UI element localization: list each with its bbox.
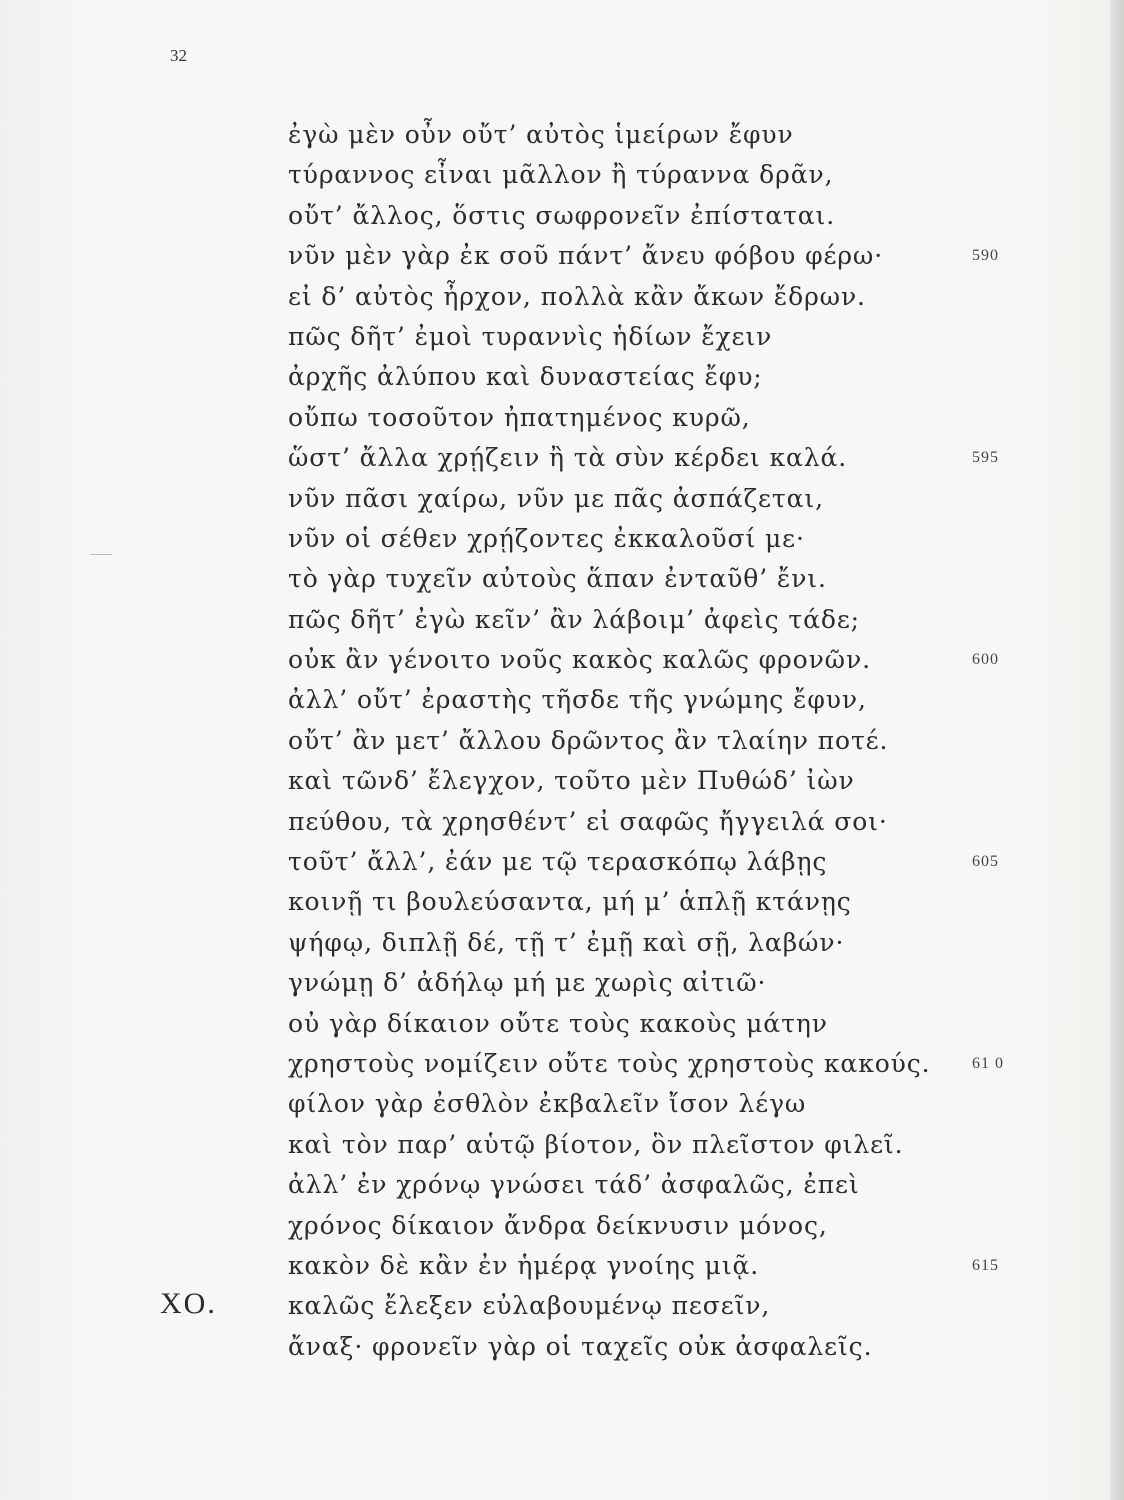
verse-text: οὐ γὰρ δίκαιον οὔτε τοὺς κακοὺς μάτην: [288, 1008, 828, 1038]
verse-text: φίλον γὰρ ἐσθλὸν ἐκβαλεῖν ἴσον λέγω: [288, 1089, 807, 1119]
verse-line: [0, 156, 1124, 196]
verse-line: [0, 722, 1124, 762]
verse-text: ἀλλ’ ἐν χρόνῳ γνώσει τάδ’ ἀσφαλῶς, ἐπεὶ: [288, 1170, 860, 1200]
line-number: 615: [972, 1256, 999, 1274]
verse-line: [0, 1328, 1124, 1368]
verse-text: νῦν πᾶσι χαίρω, νῦν με πᾶς ἀσπάζεται,: [288, 483, 824, 513]
verse-line: [0, 560, 1124, 600]
verse-line: [0, 883, 1124, 923]
verse-line: [0, 803, 1124, 843]
verse-text: ἐγὼ μὲν οὖν οὔτ’ αὐτὸς ἱμείρων ἔφυν: [288, 120, 794, 149]
verse-text: πῶς δῆτ’ ἐμοὶ τυραννὶς ἡδίων ἔχειν: [288, 321, 773, 351]
verse-line: [0, 1045, 1124, 1085]
verse-text: ἄναξ· φρονεῖν γὰρ οἱ ταχεῖς οὐκ ἀσφαλεῖς.: [288, 1331, 873, 1361]
line-number: 590: [972, 247, 999, 265]
verse-text: γνώμῃ δ’ ἀδήλῳ μή με χωρὶς αἰτιῶ·: [288, 968, 767, 998]
verse-text: οὔτ’ ἂν μετ’ ἄλλου δρῶντος ἂν τλαίην ποτέ.: [288, 725, 889, 755]
verse-text: καὶ τὸν παρ’ αὑτῷ βίοτον, ὃν πλεῖστον φιλεῖ.: [288, 1129, 904, 1159]
verse-line: [0, 1005, 1124, 1045]
verse-line: [0, 520, 1124, 560]
verse-text: χρόνος δίκαιον ἄνδρα δείκνυσιν μόνος,: [288, 1210, 828, 1240]
verse-line: [0, 116, 1124, 156]
verse-text: ἀλλ’ οὔτ’ ἐραστὴς τῆσδε τῆς γνώμης ἔφυν,: [288, 685, 867, 715]
verse-text: τύραννος εἶναι μᾶλλον ἢ τύραννα δρᾶν,: [288, 160, 834, 190]
verse-block: [0, 116, 1124, 1368]
verse-text: καὶ τῶνδ’ ἔλεγχον, τοῦτο μὲν Πυθώδ’ ἰὼν: [288, 766, 855, 796]
verse-line: [0, 318, 1124, 358]
verse-text: οὔπω τοσοῦτον ἠπατημένος κυρῶ,: [288, 402, 751, 432]
verse-text: εἰ δ’ αὐτὸς ἦρχον, πολλὰ κἂν ἄκων ἔδρων.: [288, 281, 866, 311]
verse-line: [0, 924, 1124, 964]
verse-text: νῦν οἱ σέθεν χρῄζοντες ἐκκαλοῦσί με·: [288, 523, 805, 553]
verse-line: [0, 964, 1124, 1004]
verse-text: ὥστ’ ἄλλα χρῄζειν ἢ τὰ σὺν κέρδει καλά.: [288, 443, 848, 473]
verse-line: [0, 358, 1124, 398]
verse-line: [0, 1247, 1124, 1287]
page-number: 32: [170, 46, 187, 65]
verse-line: [0, 601, 1124, 641]
verse-line: [0, 1207, 1124, 1247]
verse-text: ψήφῳ, διπλῇ δέ, τῇ τ’ ἐμῇ καὶ σῇ, λαβών·: [288, 927, 845, 957]
verse-text: οὔτ’ ἄλλος, ὅστις σωφρονεῖν ἐπίσταται.: [288, 200, 836, 230]
verse-line: [0, 1287, 1124, 1327]
verse-text: χρηστοὺς νομίζειν οὔτε τοὺς χρηστοὺς κακούς.: [288, 1048, 931, 1078]
verse-text: νῦν μὲν γὰρ ἐκ σοῦ πάντ’ ἄνευ φόβου φέρω·: [288, 241, 884, 271]
verse-text: τὸ γὰρ τυχεῖν αὐτοὺς ἅπαν ἐνταῦθ’ ἔνι.: [288, 564, 827, 594]
verse-text: καλῶς ἔλεξεν εὐλαβουμένῳ πεσεῖν,: [288, 1291, 771, 1321]
verse-line: [0, 399, 1124, 439]
verse-text: ἀρχῆς ἀλύπου καὶ δυναστείας ἔφυ;: [288, 362, 763, 392]
verse-text: τοῦτ’ ἄλλ’, ἐάν με τῷ τερασκόπῳ λάβῃς: [288, 847, 828, 877]
verse-line: [0, 1126, 1124, 1166]
verse-line: [0, 681, 1124, 721]
verse-text: πῶς δῆτ’ ἐγὼ κεῖν’ ἂν λάβοιμ’ ἀφεὶς τάδε;: [288, 604, 861, 634]
verse-line: [0, 480, 1124, 520]
verse-line: [0, 641, 1124, 681]
verse-line: [0, 1085, 1124, 1125]
verse-text: οὐκ ἂν γένοιτο νοῦς κακὸς καλῶς φρονῶν.: [288, 645, 871, 675]
verse-line: [0, 197, 1124, 237]
speaker-label: ΧΟ.: [160, 1287, 217, 1321]
verse-line: [0, 278, 1124, 318]
verse-text: κακὸν δὲ κἂν ἐν ἡμέρᾳ γνοίης μιᾷ.: [288, 1250, 760, 1280]
verse-line: [0, 762, 1124, 802]
line-number: 600: [972, 651, 999, 669]
line-number: 595: [972, 449, 999, 467]
verse-line: [0, 237, 1124, 277]
line-number: 605: [972, 853, 999, 871]
verse-line: [0, 439, 1124, 479]
verse-line: [0, 1166, 1124, 1206]
verse-text: κοινῇ τι βουλεύσαντα, μή μ’ ἁπλῇ κτάνῃς: [288, 887, 852, 917]
line-number: 61 0: [972, 1054, 1004, 1072]
verse-line: [0, 843, 1124, 883]
verse-text: πεύθου, τὰ χρησθέντ’ εἰ σαφῶς ἤγγειλά σοι·: [288, 806, 888, 836]
